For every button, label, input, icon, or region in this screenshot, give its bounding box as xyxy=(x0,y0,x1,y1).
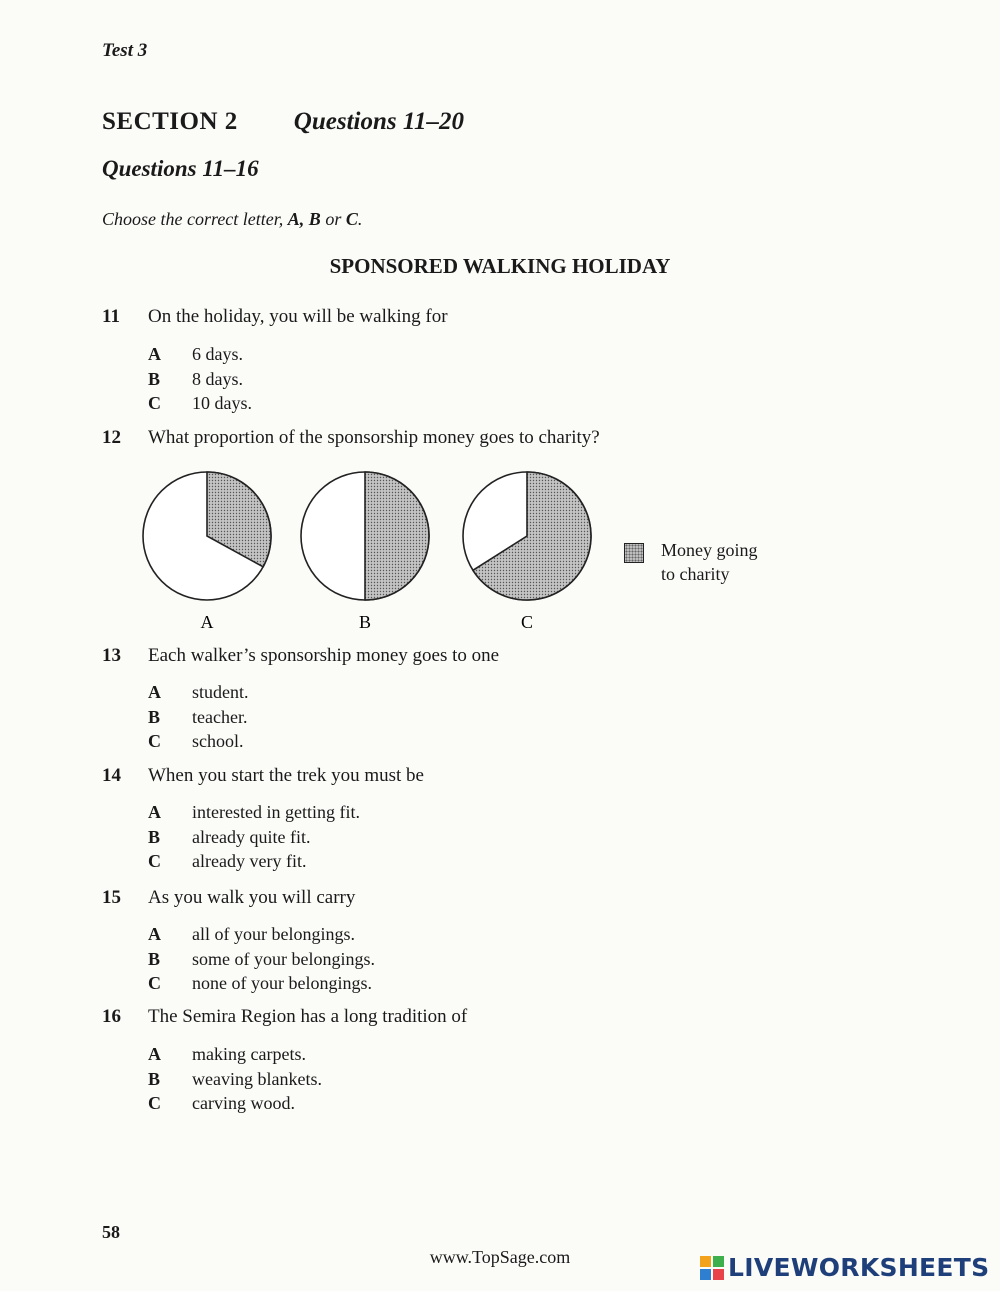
option-text: carving wood. xyxy=(192,1093,295,1113)
option-b[interactable] xyxy=(148,705,249,730)
option-c[interactable] xyxy=(148,1091,322,1116)
option-a[interactable] xyxy=(148,800,360,825)
pie-label: A xyxy=(200,612,214,632)
pie-charity-slice xyxy=(365,472,429,600)
question-14 xyxy=(102,765,424,787)
option-b[interactable] xyxy=(148,825,360,850)
option-letter: B xyxy=(148,948,161,969)
instruction-middle: or xyxy=(320,209,346,229)
question-16 xyxy=(102,1006,467,1028)
question-13-options xyxy=(148,680,249,754)
pie-label: C xyxy=(520,612,534,632)
option-a[interactable] xyxy=(148,342,252,367)
pie-a xyxy=(143,472,271,632)
option-text: student. xyxy=(192,682,249,702)
option-letter: C xyxy=(148,393,161,413)
liveworksheets-logo-icon xyxy=(700,1256,724,1280)
option-text: 10 days. xyxy=(192,393,252,413)
question-13 xyxy=(102,645,499,667)
option-a[interactable] xyxy=(148,1042,322,1067)
website-url[interactable]: www.TopSage.com xyxy=(429,1247,571,1267)
question-number: 11 xyxy=(102,306,120,327)
option-c[interactable] xyxy=(148,971,375,996)
option-text: making carpets. xyxy=(192,1044,306,1064)
option-text: some of your belongings. xyxy=(192,948,375,969)
option-c[interactable] xyxy=(148,391,252,416)
option-letter: C xyxy=(148,1093,161,1113)
question-11 xyxy=(102,306,448,328)
option-text: weaving blankets. xyxy=(192,1068,322,1089)
question-16-options xyxy=(148,1042,322,1116)
option-b[interactable] xyxy=(148,367,252,392)
option-b[interactable] xyxy=(148,1067,322,1092)
option-letter: B xyxy=(148,826,161,847)
option-letter: C xyxy=(148,973,161,993)
option-letter: A xyxy=(148,924,161,944)
logo-square xyxy=(713,1269,724,1280)
question-number: 13 xyxy=(102,645,121,666)
logo-square xyxy=(700,1256,711,1267)
question-number: 12 xyxy=(102,427,121,448)
option-letter: C xyxy=(148,731,161,751)
question-text: The Semira Region has a long tradition of xyxy=(148,1006,468,1027)
instruction-last-letter: C xyxy=(345,209,358,229)
section-questions-range: Questions 11–20 xyxy=(293,108,464,135)
instruction-suffix: . xyxy=(357,209,363,229)
question-text: When you start the trek you must be xyxy=(148,765,424,786)
option-b[interactable] xyxy=(148,947,375,972)
option-text: already very fit. xyxy=(192,851,307,871)
option-letter: A xyxy=(148,682,161,702)
option-text: school. xyxy=(192,731,244,751)
question-number: 14 xyxy=(102,765,121,786)
option-letter: A xyxy=(148,344,161,364)
pie-b xyxy=(301,472,429,632)
legend-line-1: Money going xyxy=(661,540,758,560)
option-text: interested in getting fit. xyxy=(192,802,360,822)
option-text: 8 days. xyxy=(192,368,243,389)
option-letter: A xyxy=(148,1044,161,1064)
running-head: Test 3 xyxy=(102,40,148,61)
option-c[interactable] xyxy=(148,849,360,874)
pie-label: B xyxy=(358,612,372,632)
option-text: teacher. xyxy=(192,706,248,727)
section-label: SECTION 2 xyxy=(102,108,238,135)
option-letter: A xyxy=(148,802,161,822)
option-letter: C xyxy=(148,851,161,871)
question-12 xyxy=(102,427,600,449)
option-letter: B xyxy=(148,368,161,389)
question-15 xyxy=(102,887,355,909)
instruction-prefix: Choose the correct letter, xyxy=(102,209,288,229)
question-15-options xyxy=(148,922,375,996)
pie-c xyxy=(463,472,591,632)
option-text: none of your belongings. xyxy=(192,973,372,993)
option-text: all of your belongings. xyxy=(192,924,355,944)
logo-square xyxy=(700,1269,711,1280)
question-text: Each walker’s sponsorship money goes to one xyxy=(148,645,500,666)
option-text: 6 days. xyxy=(192,344,243,364)
logo-square xyxy=(713,1256,724,1267)
question-14-options xyxy=(148,800,360,874)
document-title: SPONSORED WALKING HOLIDAY xyxy=(329,254,671,278)
question-number: 15 xyxy=(102,887,121,908)
option-letter: B xyxy=(148,1068,161,1089)
option-text: already quite fit. xyxy=(192,826,311,847)
liveworksheets-brand[interactable] xyxy=(700,1253,989,1282)
question-text: What proportion of the sponsorship money goes to charity? xyxy=(148,427,600,448)
legend-swatch xyxy=(624,543,644,563)
instruction xyxy=(102,209,362,230)
question-number: 16 xyxy=(102,1006,121,1027)
question-text: On the holiday, you will be walking for xyxy=(148,306,448,327)
brand-name: LIVEWORKSHEETS xyxy=(728,1253,990,1282)
option-a[interactable] xyxy=(148,922,375,947)
legend-line-2: to charity xyxy=(661,564,730,584)
page-number: 58 xyxy=(102,1222,120,1242)
legend-text xyxy=(661,538,758,586)
section-heading xyxy=(102,108,464,136)
option-letter: B xyxy=(148,706,161,727)
question-text: As you walk you will carry xyxy=(148,887,356,908)
instruction-letters: A, B xyxy=(287,209,321,229)
question-11-options xyxy=(148,342,252,416)
option-c[interactable] xyxy=(148,729,249,754)
subsection-heading: Questions 11–16 xyxy=(102,156,259,181)
option-a[interactable] xyxy=(148,680,249,705)
